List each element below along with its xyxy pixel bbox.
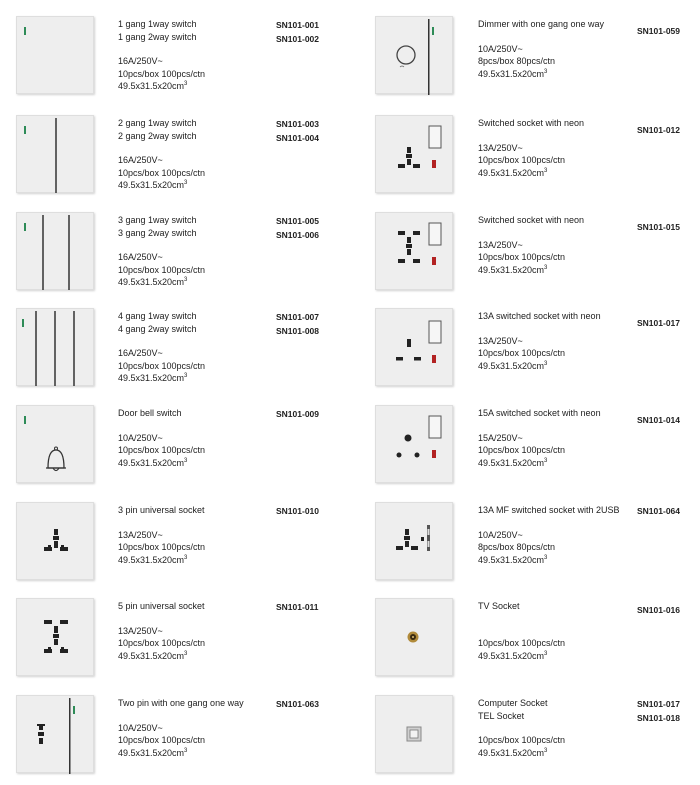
product-dimension: 49.5x31.5x20cm bbox=[118, 554, 185, 565]
superscript: 3 bbox=[544, 554, 548, 561]
product-name: TV Socket bbox=[478, 601, 520, 611]
switched-socket-icon bbox=[376, 213, 454, 291]
product-name: TEL Socket bbox=[478, 710, 525, 721]
product-name: Switched socket with neon bbox=[478, 215, 585, 225]
product-tv-socket bbox=[375, 598, 700, 688]
product-name: 4 gang 1way switch bbox=[118, 311, 197, 321]
product-name: 2 gang 1way switch bbox=[118, 118, 197, 128]
product-code: SN101-001 bbox=[276, 20, 320, 30]
product-packing: 10pcs/box 100pcs/ctn bbox=[478, 155, 566, 165]
product-switched-socket-5pin bbox=[375, 212, 700, 302]
product-image bbox=[375, 16, 453, 94]
superscript: 3 bbox=[544, 360, 548, 367]
product-code: SN101-017 bbox=[637, 699, 681, 709]
product-name: 13A switched socket with neon bbox=[478, 311, 601, 321]
product-dimension: 49.5x31.5x20cm bbox=[478, 167, 545, 178]
product-image bbox=[375, 502, 453, 580]
product-rating: 15A/250V~ bbox=[478, 432, 523, 443]
product-name: Computer Socket bbox=[478, 698, 548, 708]
product-computer-tel-socket bbox=[375, 695, 700, 785]
product-image bbox=[16, 502, 94, 580]
superscript: 3 bbox=[544, 650, 548, 657]
product-code: SN101-006 bbox=[276, 230, 320, 240]
round-pin-socket-icon bbox=[376, 406, 454, 484]
bell-icon bbox=[17, 406, 95, 484]
tv-socket-icon bbox=[376, 599, 454, 677]
product-packing: 10pcs/box 100pcs/ctn bbox=[118, 264, 206, 275]
product-packing: 10pcs/box 100pcs/ctn bbox=[118, 360, 206, 371]
product-dimension: 49.5x31.5x20cm bbox=[118, 180, 185, 190]
product-packing: 10pcs/box 100pcs/ctn bbox=[478, 735, 566, 745]
superscript: 3 bbox=[184, 180, 188, 186]
switch-plate-icon bbox=[17, 309, 95, 387]
product-name: 1 gang 1way switch bbox=[118, 19, 197, 29]
product-packing: 10pcs/box 100pcs/ctn bbox=[478, 638, 566, 648]
product-rating: 13A/250V~ bbox=[478, 239, 523, 250]
product-packing: 10pcs/box 100pcs/ctn bbox=[118, 542, 206, 552]
product-image bbox=[375, 598, 453, 676]
product-name: 13A MF switched socket with 2USB bbox=[478, 505, 620, 515]
product-image bbox=[375, 115, 453, 193]
product-code: SN101-017 bbox=[637, 318, 681, 328]
product-name: 2 gang 2way switch bbox=[118, 130, 197, 141]
product-code: SN101-003 bbox=[276, 119, 320, 129]
product-image bbox=[16, 16, 94, 94]
superscript: 3 bbox=[184, 457, 188, 464]
product-image bbox=[375, 405, 453, 483]
data-socket-icon bbox=[376, 696, 454, 774]
product-rating: 16A/250V~ bbox=[118, 348, 163, 358]
product-packing: 10pcs/box 100pcs/ctn bbox=[478, 445, 566, 455]
product-dimension: 49.5x31.5x20cm bbox=[118, 277, 185, 287]
superscript: 3 bbox=[184, 747, 188, 754]
product-name: 3 gang 1way switch bbox=[118, 215, 197, 225]
product-code: SN101-063 bbox=[276, 699, 320, 709]
universal-socket-icon bbox=[17, 503, 95, 581]
product-rating: 16A/250V~ bbox=[118, 155, 163, 165]
product-13a-switched-socket bbox=[375, 308, 700, 398]
product-name: Dimmer with one gang one way bbox=[478, 19, 605, 29]
product-packing: 8pcs/box 80pcs/ctn bbox=[478, 56, 556, 66]
product-code: SN101-064 bbox=[637, 506, 681, 516]
product-3gang-switch bbox=[16, 212, 356, 302]
product-image bbox=[375, 695, 453, 773]
product-two-pin-switch bbox=[16, 695, 356, 785]
product-name: 15A switched socket with neon bbox=[478, 408, 601, 418]
product-dimension: 49.5x31.5x20cm bbox=[478, 554, 545, 565]
superscript: 3 bbox=[544, 457, 548, 464]
product-code: SN101-002 bbox=[276, 34, 320, 44]
two-pin-socket-icon bbox=[17, 696, 95, 774]
product-packing: 10pcs/box 100pcs/ctn bbox=[118, 445, 206, 455]
superscript: 3 bbox=[184, 554, 188, 561]
product-2gang-switch bbox=[16, 115, 356, 205]
product-dimension: 49.5x31.5x20cm bbox=[478, 650, 545, 661]
product-rating: 10A/250V~ bbox=[118, 722, 163, 733]
product-code: SN101-014 bbox=[637, 415, 681, 425]
product-image bbox=[16, 115, 94, 193]
product-packing: 8pcs/box 80pcs/ctn bbox=[478, 542, 556, 552]
product-usb-socket bbox=[375, 502, 700, 592]
product-name: Two pin with one gang one way bbox=[118, 698, 244, 708]
product-image bbox=[375, 308, 453, 386]
superscript: 3 bbox=[184, 650, 188, 657]
product-name: 4 gang 2way switch bbox=[118, 323, 197, 334]
product-code: SN101-004 bbox=[276, 133, 320, 143]
product-rating: 10A/250V~ bbox=[118, 432, 163, 443]
product-name: 1 gang 2way switch bbox=[118, 31, 197, 42]
product-dimension: 49.5x31.5x20cm bbox=[118, 747, 185, 758]
product-rating: 10A/250V~ bbox=[478, 43, 523, 54]
product-image bbox=[16, 212, 94, 290]
product-name: Switched socket with neon bbox=[478, 118, 585, 128]
product-packing: 10pcs/box 100pcs/ctn bbox=[118, 167, 206, 178]
product-dimension: 49.5x31.5x20cm bbox=[118, 81, 185, 91]
product-rating: 16A/250V~ bbox=[118, 56, 163, 66]
product-code: SN101-009 bbox=[276, 409, 320, 419]
superscript: 3 bbox=[184, 373, 188, 379]
switched-socket-icon bbox=[376, 116, 454, 194]
universal-socket-icon bbox=[17, 599, 95, 677]
product-rating: 13A/250V~ bbox=[118, 625, 163, 636]
superscript: 3 bbox=[544, 68, 548, 75]
superscript: 3 bbox=[184, 81, 188, 87]
product-packing: 10pcs/box 100pcs/ctn bbox=[118, 735, 206, 745]
product-code: SN101-011 bbox=[276, 602, 319, 612]
product-name: 3 gang 2way switch bbox=[118, 227, 197, 238]
product-name: Door bell switch bbox=[118, 408, 182, 418]
switch-plate-icon bbox=[17, 213, 95, 291]
product-name: 3 pin universal socket bbox=[118, 505, 205, 515]
product-code: SN101-059 bbox=[637, 26, 681, 36]
product-code: SN101-016 bbox=[637, 605, 681, 615]
product-dimmer bbox=[375, 16, 700, 106]
product-15a-switched-socket bbox=[375, 405, 700, 495]
superscript: 3 bbox=[184, 277, 188, 283]
product-image bbox=[16, 405, 94, 483]
product-3pin-universal-socket bbox=[16, 502, 356, 592]
product-rating: 10A/250V~ bbox=[478, 529, 523, 540]
product-image bbox=[16, 598, 94, 676]
product-packing: 10pcs/box 100pcs/ctn bbox=[118, 638, 206, 648]
product-code: SN101-005 bbox=[276, 216, 320, 226]
product-dimension: 49.5x31.5x20cm bbox=[478, 264, 545, 275]
product-code: SN101-007 bbox=[276, 312, 320, 322]
product-image bbox=[16, 695, 94, 773]
usb-socket-icon bbox=[376, 503, 454, 581]
product-dimension: 49.5x31.5x20cm bbox=[478, 68, 545, 79]
product-rating: 13A/250V~ bbox=[478, 335, 523, 346]
product-code: SN101-010 bbox=[276, 506, 320, 516]
superscript: 3 bbox=[544, 747, 548, 754]
product-1gang-switch bbox=[16, 16, 356, 106]
switch-plate-icon bbox=[17, 116, 95, 194]
product-code: SN101-018 bbox=[637, 713, 681, 723]
product-rating bbox=[478, 625, 638, 638]
product-door-bell-switch bbox=[16, 405, 356, 495]
product-dimension: 49.5x31.5x20cm bbox=[478, 360, 545, 371]
product-rating: 16A/250V~ bbox=[118, 252, 163, 262]
product-packing: 10pcs/box 100pcs/ctn bbox=[478, 252, 566, 262]
dimmer-icon bbox=[376, 17, 454, 95]
superscript: 3 bbox=[544, 167, 548, 174]
product-packing: 10pcs/box 100pcs/ctn bbox=[118, 68, 206, 79]
product-dimension: 49.5x31.5x20cm bbox=[118, 650, 185, 661]
product-rating: 13A/250V~ bbox=[118, 529, 163, 540]
product-name: 5 pin universal socket bbox=[118, 601, 205, 611]
switch-plate-icon bbox=[17, 17, 95, 95]
product-5pin-universal-socket bbox=[16, 598, 356, 688]
product-4gang-switch bbox=[16, 308, 356, 398]
product-image bbox=[375, 212, 453, 290]
product-dimension: 49.5x31.5x20cm bbox=[118, 373, 185, 383]
product-switched-socket bbox=[375, 115, 700, 205]
product-packing: 10pcs/box 100pcs/ctn bbox=[478, 348, 566, 358]
product-rating: 13A/250V~ bbox=[478, 142, 523, 153]
product-code: SN101-015 bbox=[637, 222, 681, 232]
product-dimension: 49.5x31.5x20cm bbox=[118, 457, 185, 468]
uk-socket-icon bbox=[376, 309, 454, 387]
product-dimension: 49.5x31.5x20cm bbox=[478, 747, 545, 758]
product-image bbox=[16, 308, 94, 386]
product-code: SN101-008 bbox=[276, 326, 320, 336]
superscript: 3 bbox=[544, 264, 548, 271]
product-code: SN101-012 bbox=[637, 125, 681, 135]
product-dimension: 49.5x31.5x20cm bbox=[478, 457, 545, 468]
